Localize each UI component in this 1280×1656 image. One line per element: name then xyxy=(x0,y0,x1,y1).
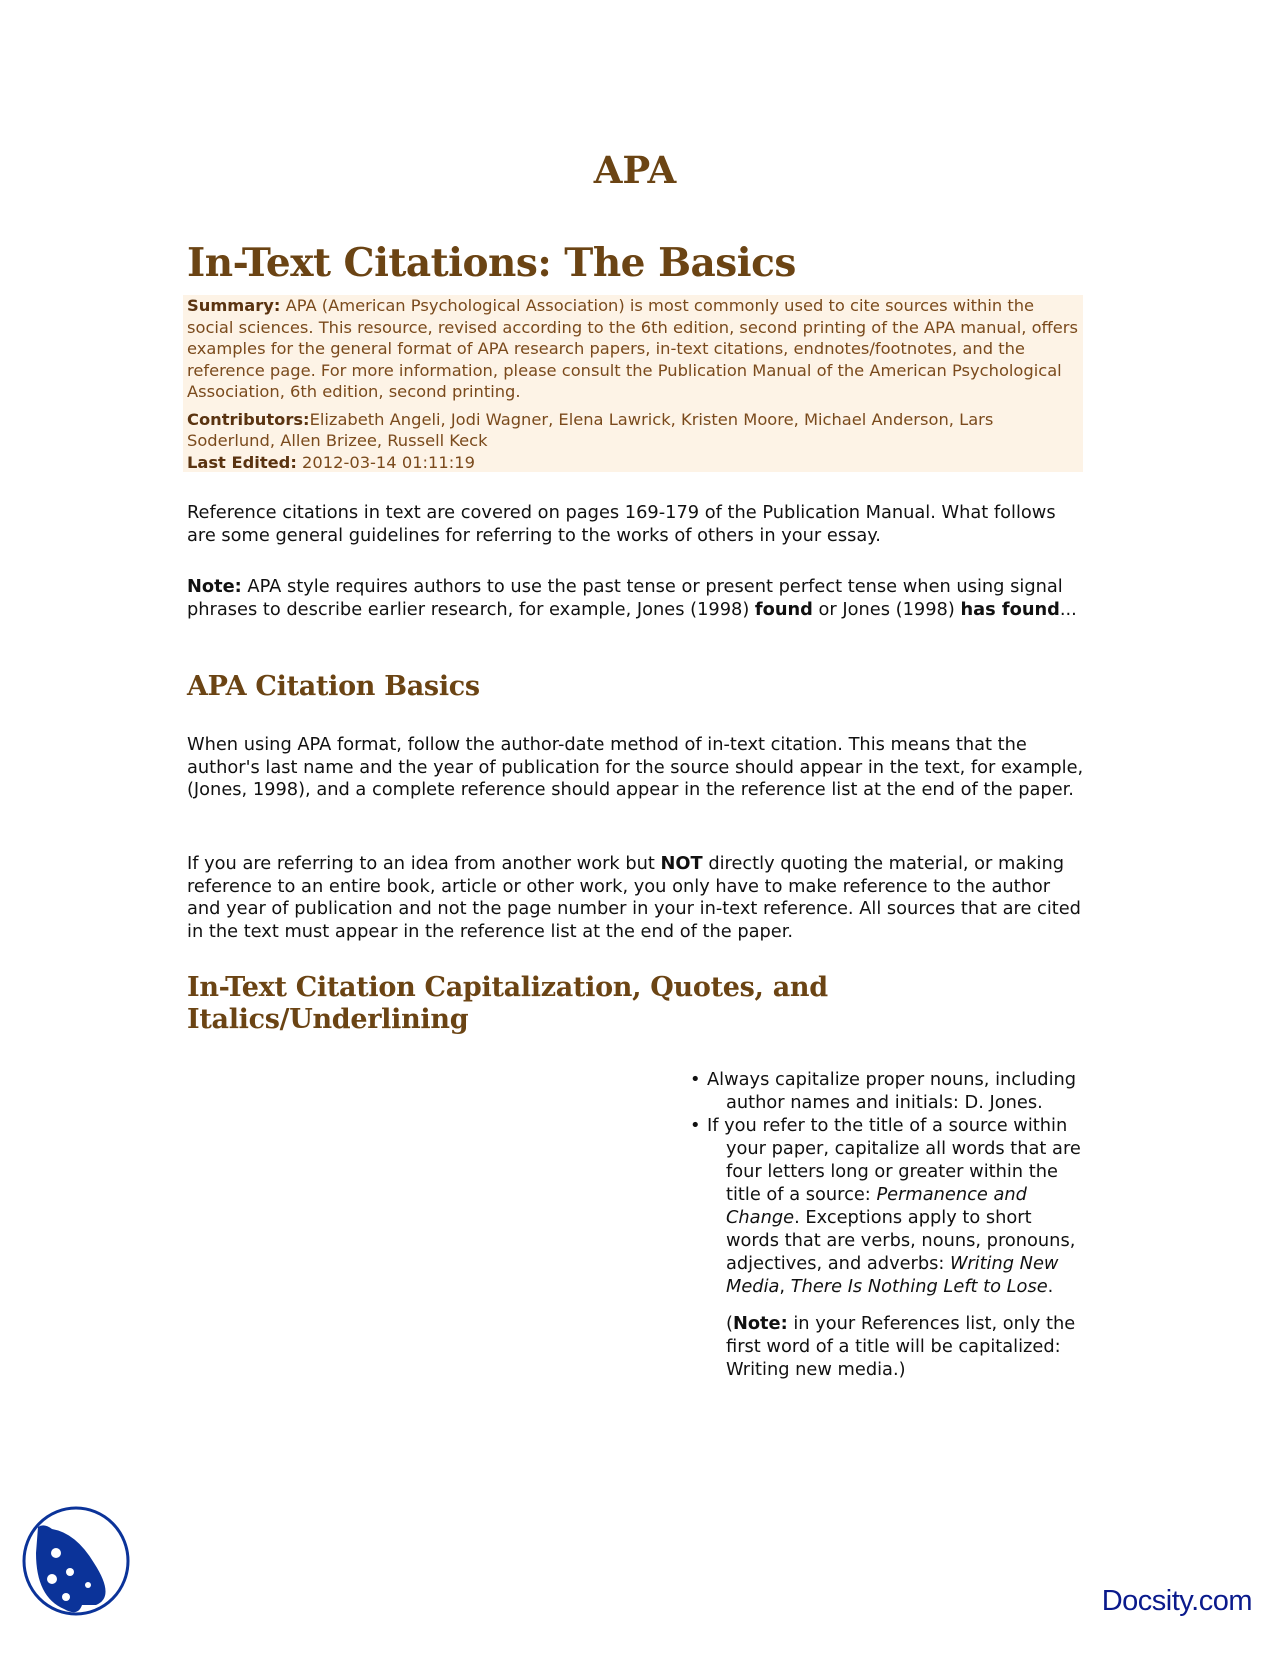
list-item xyxy=(688,1114,1088,1381)
section-heading-citation-basics: APA Citation Basics xyxy=(187,671,480,702)
basics-paragraph-2 xyxy=(187,853,1087,943)
note-bold-has-found: has found xyxy=(960,598,1060,620)
summary-label: Summary: xyxy=(187,296,281,315)
capitalization-list xyxy=(688,1068,1088,1381)
note-text: or Jones (1998) xyxy=(812,598,961,620)
note-paragraph xyxy=(187,576,1087,621)
bullet-text xyxy=(707,1114,1088,1298)
contributors-text: Elizabeth Angeli, Jodi Wagner, Elena Lawrick, Kristen Moore, Michael Anderson, Lars Soderlund, Allen Brizee, Russell Keck xyxy=(187,409,994,450)
text: If you are referring to an idea from another work but xyxy=(187,853,661,874)
italic-title: Writing New Media xyxy=(726,1253,1059,1297)
docsity-brand-link[interactable]: Docsity.com xyxy=(1101,1585,1252,1617)
summary-text: APA (American Psychological Association) is most commonly used to cite sources within the social sciences. This resource, revised according to the 6th edition, second printing of the APA manual, offers examples for the general format of APA research papers, in-text citations, endnotes/footnotes, and the reference page. For more information, please consult the Publication Manual of the American Psychological Association, 6th edition, second printing. xyxy=(187,296,1078,401)
text: in your References list, only the first word of a title will be capitalized: Writing new media.) xyxy=(726,1313,1076,1380)
last-edited-value: 2012-03-14 01:11:19 xyxy=(296,452,475,472)
bold-not: NOT xyxy=(660,853,703,874)
note-bold-found: found xyxy=(754,598,813,620)
text: , xyxy=(779,1276,791,1297)
summary xyxy=(187,295,1079,403)
heading-line-1: In-Text Citation Capitalization, Quotes, and xyxy=(187,972,828,1003)
italic-title: Permanence and Change xyxy=(726,1184,1027,1228)
text: directly quoting the material, or making reference to an entire book, article or other work, you only have to make reference to the author and year of publication and not the page number in your in-text reference. All sources that are cited in the text must appear in the reference list at the end of the paper. xyxy=(187,853,1081,942)
summary-box xyxy=(183,295,1083,472)
text: . xyxy=(1047,1276,1054,1297)
heading-line-2: Italics/Underlining xyxy=(187,1004,469,1035)
docsity-logo-icon xyxy=(20,1505,132,1621)
note-text: APA style requires authors to use the past tense or present perfect tense when using signal phrases to describe earlier research, for example, Jones (1998) xyxy=(187,576,1063,620)
section-heading-capitalization xyxy=(187,972,828,1036)
intro-paragraph: Reference citations in text are covered on pages 169-179 of the Publication Manual. What follows are some general guidelines for referring to the works of others in your essay. xyxy=(187,502,1056,546)
text: ( xyxy=(726,1313,733,1334)
text: If you refer to the title of a source within your paper, capitalize all words that are four letters long or greater within the title of a source: xyxy=(707,1115,1081,1205)
page-heading: In-Text Citations: The Basics xyxy=(187,240,796,286)
bullet-icon: • xyxy=(690,1115,701,1136)
contributors xyxy=(187,409,1079,452)
bullet-note xyxy=(726,1312,1088,1381)
text: . Exceptions apply to short words that are verbs, nouns, pronouns, adjectives, and adverbs: xyxy=(726,1207,1076,1274)
italic-title: There Is Nothing Left to Lose xyxy=(790,1276,1048,1297)
last-edited xyxy=(187,452,1079,474)
bullet-text: Always capitalize proper nouns, including author names and initials: D. Jones. xyxy=(707,1069,1077,1113)
bullet-icon: • xyxy=(690,1069,701,1090)
basics-paragraph-1: When using APA format, follow the author-date method of in-text citation. This means that the author's last name and the year of publication for the source should appear in the text, for example, (Jones, 1998), and a complete reference should appear in the reference list at the end of the paper. xyxy=(187,734,1084,800)
note-text: ... xyxy=(1059,598,1077,620)
note-label: Note: xyxy=(187,576,242,597)
last-edited-label: Last Edited: xyxy=(187,452,297,472)
list-item xyxy=(688,1068,1088,1114)
contributors-label: Contributors: xyxy=(187,409,310,429)
document-title: APA xyxy=(593,148,677,192)
note-label: Note: xyxy=(732,1313,788,1334)
